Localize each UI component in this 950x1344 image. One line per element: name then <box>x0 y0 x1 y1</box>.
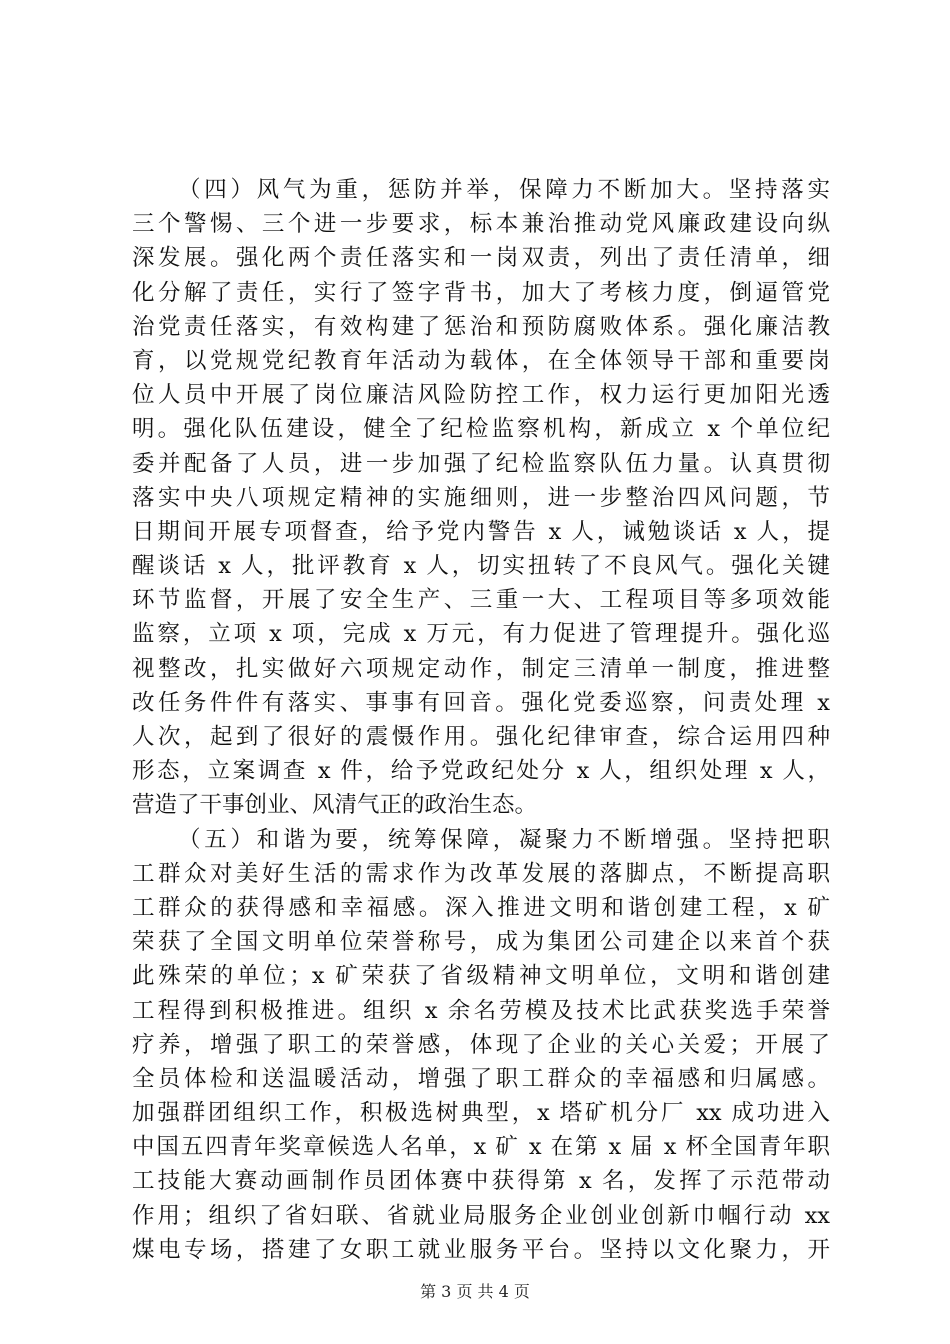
text-line: 形态，立案调查 x 件，给予党政纪处分 x 人，组织处理 x 人， <box>132 758 830 785</box>
text-line: 化分解了责任，实行了签字背书，加大了考核力度，倒逼管党 <box>132 279 830 306</box>
text-line: 改任务件件有落实、事事有回音。强化党委巡察，问责处理 x <box>132 689 830 716</box>
text-line: 深发展。强化两个责任落实和一岗双责，列出了责任清单，细 <box>132 245 830 272</box>
text-line: 位人员中开展了岗位廉洁风险防控工作，权力运行更加阳光透 <box>132 382 830 409</box>
paragraph-4-last-line: 营造了干事创业、风清气正的政治生态。 <box>132 792 538 819</box>
text-line: 煤电专场，搭建了女职工就业服务平台。坚持以文化聚力，开 <box>132 1236 830 1263</box>
text-line: 工技能大赛动画制作员团体赛中获得第 x 名，发挥了示范带动 <box>132 1168 830 1195</box>
text-line: 监察，立项 x 项，完成 x 万元，有力促进了管理提升。强化巡 <box>132 621 830 648</box>
text-line: 明。强化队伍建设，健全了纪检监察机构，新成立 x 个单位纪 <box>132 416 830 443</box>
page-number-footer: 第 3 页 共 4 页 <box>420 1282 530 1301</box>
text-line: 视整改，扎实做好六项规定动作，制定三清单一制度，推进整 <box>132 655 830 682</box>
text-line: 加强群团组织工作，积极选树典型，x 塔矿机分厂 xx 成功进入 <box>132 1100 830 1127</box>
text-line: 工群众的获得感和幸福感。深入推进文明和谐创建工程，x 矿 <box>132 894 830 921</box>
text-line: 工群众对美好生活的需求作为改革发展的落脚点，不断提高职 <box>132 860 830 887</box>
text-line: 委并配备了人员，进一步加强了纪检监察队伍力量。认真贯彻 <box>132 450 830 477</box>
text-line: 中国五四青年奖章候选人名单，x 矿 x 在第 x 届 x 杯全国青年职 <box>132 1134 830 1161</box>
paragraph-5-heading-line: （五）和谐为要，统筹保障，凝聚力不断增强。坚持把职 <box>178 826 830 853</box>
paragraph-4-heading-line: （四）风气为重，惩防并举，保障力不断加大。坚持落实 <box>178 177 830 203</box>
text-line: 工程得到积极推进。组织 x 余名劳模及技术比武获奖选手荣誉 <box>132 997 830 1024</box>
text-line: 人次，起到了很好的震慑作用。强化纪律审查，综合运用四种 <box>132 724 830 750</box>
text-line: 荣获了全国文明单位荣誉称号，成为集团公司建企以来首个获 <box>132 929 830 956</box>
text-line: 环节监督，开展了安全生产、三重一大、工程项目等多项效能 <box>132 587 830 614</box>
text-line: 作用；组织了省妇联、省就业局服务企业创业创新巾帼行动 xx <box>132 1202 830 1229</box>
document-body <box>132 173 830 1267</box>
text-line: 日期间开展专项督查，给予党内警告 x 人，诫勉谈话 x 人，提 <box>132 518 830 545</box>
text-line: 育，以党规党纪教育年活动为载体，在全体领导干部和重要岗 <box>132 347 830 374</box>
text-line: 醒谈话 x 人，批评教育 x 人，切实扭转了不良风气。强化关键 <box>132 553 830 580</box>
text-line: 此殊荣的单位；x 矿荣获了省级精神文明单位，文明和谐创建 <box>132 963 830 990</box>
text-line: 疗养，增强了职工的荣誉感，体现了企业的关心关爱；开展了 <box>132 1031 830 1058</box>
text-line: 治党责任落实，有效构建了惩治和预防腐败体系。强化廉洁教 <box>132 313 830 340</box>
text-line: 全员体检和送温暖活动，增强了职工群众的幸福感和归属感。 <box>132 1065 830 1092</box>
text-line: 三个警惕、三个进一步要求，标本兼治推动党风廉政建设向纵 <box>132 211 830 238</box>
text-line: 落实中央八项规定精神的实施细则，进一步整治四风问题，节 <box>132 484 830 511</box>
